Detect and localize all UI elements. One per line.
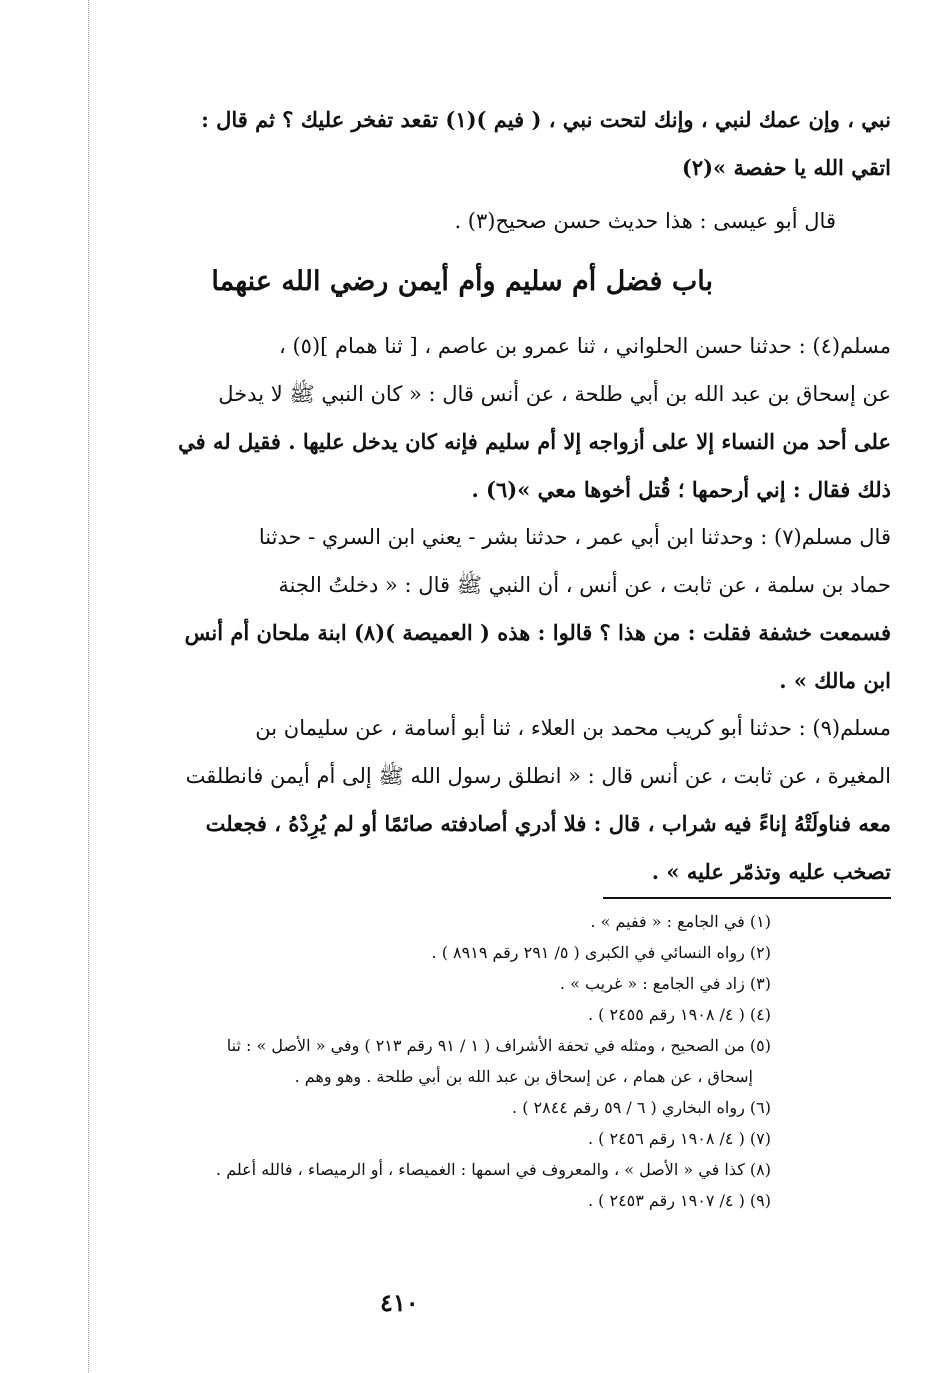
text-line: اتقي الله يا حفصة »(٢) (681, 155, 891, 180)
text-line: قال مسلم(٧) : وحدثنا ابن أبي عمر ، حدثنا بشر - يعني ابن السري - حدثنا (258, 525, 891, 549)
footnote-separator (603, 897, 891, 899)
hadith-paragraph-1 (165, 322, 891, 514)
abu-isa-paragraph (165, 197, 891, 245)
footnote: (٥) من الصحيح ، ومثله في تحفة الأشراف ( ١ / ٩١ رقم ٢١٣ ) وفي « الأصل » : ثنا (226, 1036, 771, 1055)
text-line: على أحد من النساء إلا على أزواجه إلا أم سليم فإنه كان يدخل عليها . فقيل له في (178, 429, 891, 454)
footnote: (٤) ( ٤/ ١٩٠٨ رقم ٢٤٥٥ ) . (587, 1005, 771, 1024)
text-line: فسمعت خشفة فقلت : من هذا ؟ قالوا : هذه ( العميصة )(٨) ابنة ملحان أم أنس (184, 620, 891, 645)
chapter-title: باب فضل أم سليم وأم أيمن رضي الله عنهما (211, 266, 713, 297)
page-number: ٤١٠ (380, 1288, 419, 1317)
top-paragraph (165, 96, 891, 192)
footnote: (٧) ( ٤/ ١٩٠٨ رقم ٢٤٥٦ ) . (587, 1129, 771, 1148)
text-line: المغيرة ، عن ثابت ، عن أنس قال : « انطلق رسول الله ﷺ إلى أم أيمن فانطلقت (185, 764, 891, 788)
footnotes (81, 906, 771, 1216)
text-line: ذلك فقال : إني أرحمها ؛ قُتل أخوها معي »(٦) . (471, 477, 891, 502)
abu-isa-line: قال أبو عيسى : هذا حديث حسن صحيح(٣) . (454, 209, 836, 233)
text-line: تصخب عليه وتذمّر عليه » . (651, 859, 891, 884)
text-line: معه فناولَتْهُ إناءً فيه شراب ، قال : فلا أدري أصادفته صائمًا أو لم يُرِدْهُ ، فجعلت (205, 811, 891, 836)
text-line: نبي ، وإن عمك لنبي ، وإنك لتحت نبي ، ( فيم )(١) تقعد تفخر عليك ؟ ثم قال : (201, 107, 891, 132)
text-line: ابن مالك » . (779, 668, 891, 693)
hadith-paragraph-2 (165, 513, 891, 705)
text-line: حماد بن سلمة ، عن ثابت ، عن أنس ، أن النبي ﷺ قال : « دخلتُ الجنة (278, 573, 891, 597)
footnote-continuation: إسحاق ، عن همام ، عن إسحاق بن عبد الله بن أبي طلحة . وهو وهم . (294, 1067, 753, 1086)
footnote: (٢) رواه النسائي في الكبرى ( ٥/ ٢٩١ رقم ٨٩١٩ ) . (431, 943, 771, 962)
footnote: (١) في الجامع : « ففيم » . (590, 912, 771, 931)
text-line: مسلم(٤) : حدثنا حسن الحلواني ، ثنا عمرو بن عاصم ، [ ثنا همام ](٥) ، (279, 334, 891, 358)
footnote: (٩) ( ٤/ ١٩٠٧ رقم ٢٤٥٣ ) . (587, 1191, 771, 1210)
hadith-paragraph-3 (165, 704, 891, 896)
footnote: (٣) زاد في الجامع : « غريب » . (559, 974, 771, 993)
footnote: (٨) كذا في « الأصل » ، والمعروف في اسمها : الغميصاء ، أو الرميصاء ، فالله أعلم . (216, 1160, 771, 1179)
footnote: (٦) رواه البخاري ( ٦ / ٥٩ رقم ٢٨٤٤ ) . (512, 1098, 771, 1117)
text-line: عن إسحاق بن عبد الله بن أبي طلحة ، عن أنس قال : « كان النبي ﷺ لا يدخل (218, 382, 891, 406)
text-line: مسلم(٩) : حدثنا أبو كريب محمد بن العلاء ، ثنا أبو أسامة ، عن سليمان بن (255, 716, 891, 740)
